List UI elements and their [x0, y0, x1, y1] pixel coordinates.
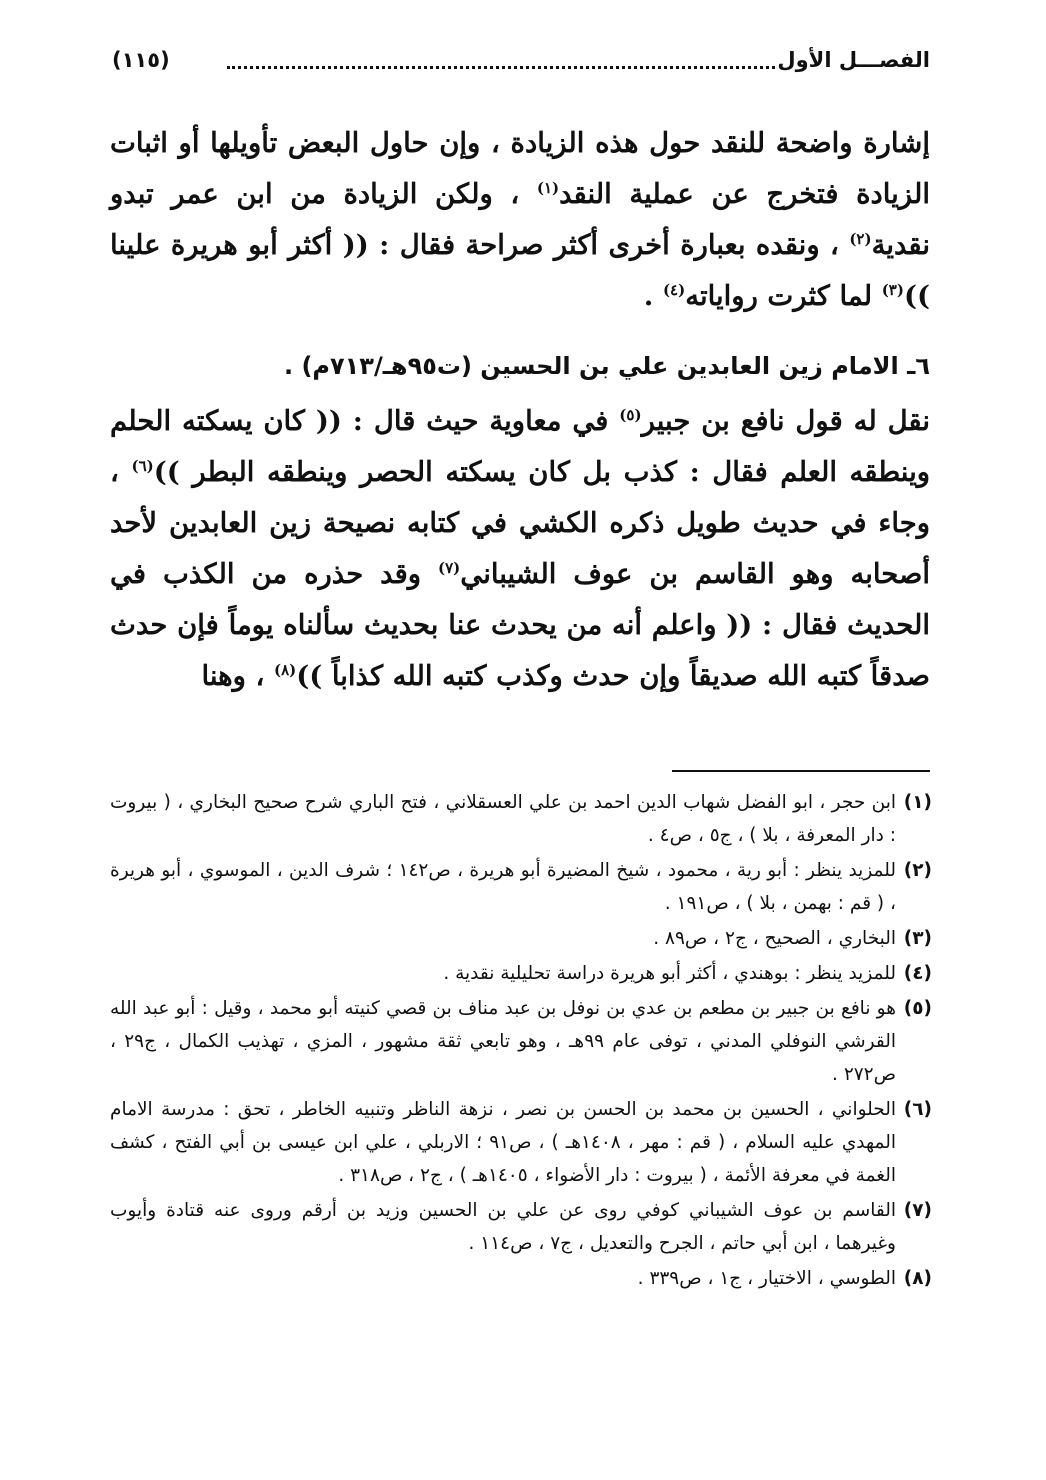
footnote-number: (١)	[903, 792, 932, 813]
section-heading: ٦ـ الامام زين العابدين علي بن الحسين (ت٩٥هـ/٧١٣م) .	[283, 352, 930, 380]
footnote	[110, 1093, 932, 1192]
footnote-number: (٥)	[903, 998, 932, 1019]
footnote-text: البخاري ، الصحيح ، ج٢ ، ص٨٩ .	[653, 928, 896, 949]
page-number: (١١٥)	[112, 48, 170, 72]
text-run: إشارة واضحة للنقد حول هذه الزيادة ، وإن حاول البعض تأويلها أو اثبات الزيادة فتخرج عن عملية النقد	[110, 127, 930, 210]
footnote	[110, 957, 932, 990]
footnote-number: (٧)	[903, 1200, 932, 1221]
footnote-number: (٨)	[903, 1268, 932, 1289]
chapter-title: الفصـــل الأول	[777, 48, 930, 72]
footnote-ref[interactable]: (١)	[536, 178, 560, 197]
paragraph	[110, 396, 930, 702]
footnote-ref[interactable]: (٣)	[881, 280, 904, 299]
footnote-separator	[672, 770, 930, 772]
footnote-number: (٦)	[903, 1099, 932, 1120]
footnotes	[110, 786, 932, 1297]
text-run: ، ونقده بعبارة أخرى أكثر صراحة فقال : (( أكثر أبو هريرة علينا ))	[110, 229, 930, 312]
footnote-text: للمزيد ينظر : بوهندي ، أكثر أبو هريرة دراسة تحليلية نقدية .	[443, 963, 896, 984]
footnote-text: ابن حجر ، ابو الفضل شهاب الدين احمد بن علي العسقلاني ، فتح الباري شرح صحيح البخاري ، ( بيروت : دار المعرفة ، بلا ) ، ج٥ ، ص٤ .	[110, 792, 896, 846]
footnote	[110, 1262, 932, 1295]
footnote	[110, 854, 932, 920]
header-dot-leader	[227, 66, 775, 69]
footnote-number: (٣)	[903, 928, 932, 949]
running-header	[112, 42, 930, 82]
main-text	[110, 118, 930, 702]
footnote-ref[interactable]: (٤)	[662, 280, 686, 299]
footnote	[110, 922, 932, 955]
footnote-ref[interactable]: (٨)	[273, 660, 297, 679]
paragraph	[110, 118, 930, 322]
text-run: في معاوية حيث قال : (( كان يسكته الحلم وينطقه العلم فقال : كذب بل كان يسكته الحصر وينطقه البطر ))	[110, 405, 930, 488]
footnote-ref[interactable]: (٦)	[131, 456, 154, 475]
text-run: ، ولكن الزيادة من ابن عمر تبدو نقدية	[110, 178, 930, 261]
footnote	[110, 992, 932, 1091]
text-run: وقد حذره من الكذب في الحديث فقال : (( واعلم أنه من يحدث عنا بحديث سألناه يوماً فإن حدث صدقاً كتبه الله صديقاً وإن حدث وكذب كتبه الله كذاباً ))	[110, 558, 930, 692]
footnote	[110, 1194, 932, 1260]
footnote-text: القاسم بن عوف الشيباني كوفي روى عن علي بن الحسين وزيد بن أرقم وروى عنه قتادة وأيوب وغيرهما ، ابن أبي حاتم ، الجرح والتعديل ، ج٧ ، ص١١٤ .	[110, 1200, 896, 1254]
text-run: .	[643, 280, 663, 312]
footnote-text: الحلواني ، الحسين بن محمد بن الحسن بن نصر ، نزهة الناظر وتنبيه الخاطر ، تحق : مدرسة الامام المهدي عليه السلام ، ( قم : مهر ، ١٤٠٨هـ ) ، ص٩١ ؛ الاربلي ، علي ابن عيسى بن أبي الفتح ، كشف الغمة في معرفة الأئمة ، ( بيروت : دار الأضواء ، ١٤٠٥هـ ) ، ج٢ ، ص٣١٨ .	[110, 1099, 897, 1186]
text-run: ، وهنا	[201, 660, 274, 692]
footnote-number: (٤)	[903, 963, 932, 984]
footnote-ref[interactable]: (٧)	[438, 558, 461, 577]
text-run: لما كثرت رواياته	[685, 280, 882, 312]
text-run: ، وجاء في حديث طويل ذكره الكشي في كتابه نصيحة زين العابدين لأحد أصحابه وهو القاسم بن عوف الشيباني	[110, 456, 930, 590]
footnote-text: هو نافع بن جبير بن مطعم بن عدي بن نوفل بن عبد مناف بن قصي كنيته أبو محمد ، وقيل : أبو عبد الله القرشي النوفلي المدني ، توفى عام ٩٩هـ ، وهو تابعي ثقة مشهور ، المزي ، تهذيب الكمال ، ج٢٩ ، ص٢٧٢ .	[110, 998, 896, 1085]
footnote-ref[interactable]: (٢)	[849, 229, 872, 248]
footnote-text: للمزيد ينظر : أبو رية ، محمود ، شيخ المضيرة أبو هريرة ، ص١٤٢ ؛ شرف الدين ، الموسوي ، أبو هريرة ، ( قم : بهمن ، بلا ) ، ص١٩١ .	[110, 860, 896, 914]
footnote-ref[interactable]: (٥)	[619, 405, 642, 424]
text-run: نقل له قول نافع بن جبير	[641, 405, 931, 437]
footnote	[110, 786, 932, 852]
footnote-text: الطوسي ، الاختيار ، ج١ ، ص٣٣٩ .	[637, 1268, 896, 1289]
footnote-number: (٢)	[903, 860, 932, 881]
